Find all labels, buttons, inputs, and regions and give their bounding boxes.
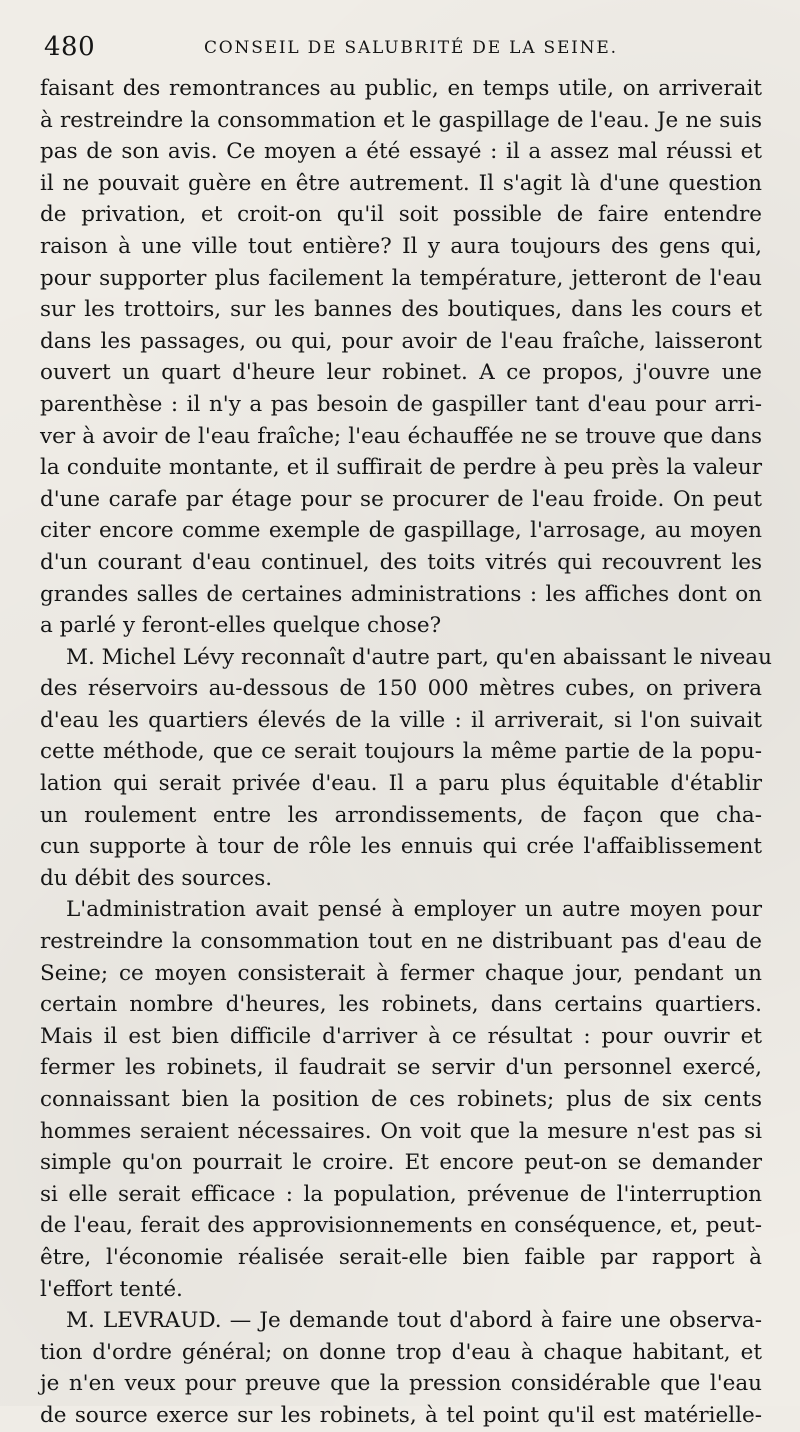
text-line: a parlé y feront-elles quelque chose? bbox=[40, 613, 442, 639]
page-header bbox=[44, 30, 756, 64]
text-line: grandes salles de certaines administrations : les affiches dont on bbox=[40, 581, 762, 607]
text-line: à restreindre la consommation et le gaspillage de l'eau. Je ne suis bbox=[40, 107, 762, 133]
text-line: L'administration avait pensé à employer un autre moyen pour bbox=[66, 897, 762, 923]
text-line: citer encore comme exemple de gaspillage, l'arrosage, au moyen bbox=[40, 518, 762, 544]
text-line: simple qu'on pourrait le croire. Et encore peut-on se demander bbox=[40, 1150, 762, 1176]
text-line: du débit des sources. bbox=[40, 865, 273, 891]
text-line: Seine; ce moyen consisterait à fermer chaque jour, pendant un bbox=[40, 960, 762, 986]
text-line: la conduite montante, et il suffirait de perdre à peu près la valeur bbox=[40, 455, 762, 481]
text-line: ouvert un quart d'heure leur robinet. A ce propos, j'ouvre une bbox=[40, 360, 762, 386]
text-line: hommes seraient nécessaires. On voit que la mesure n'est pas si bbox=[40, 1118, 762, 1144]
text-line: de l'eau, ferait des approvisionnements en conséquence, et, peut- bbox=[40, 1213, 762, 1239]
text-line: tion d'ordre général; on donne trop d'eau à chaque habitant, et bbox=[40, 1339, 762, 1365]
text-line: si elle serait efficace : la population, prévenue de l'interruption bbox=[40, 1181, 762, 1207]
text-line: d'un courant d'eau continuel, des toits vitrés qui recouvrent les bbox=[40, 549, 762, 575]
text-line: Mais il est bien difficile d'arriver à ce résultat : pour ouvrir et bbox=[40, 1023, 762, 1049]
text-line: être, l'économie réalisée serait-elle bien faible par rapport à bbox=[40, 1244, 762, 1270]
text-line: je n'en veux pour preuve que la pression considérable que l'eau bbox=[40, 1371, 762, 1397]
text-line: ver à avoir de l'eau fraîche; l'eau échauffée ne se trouve que dans bbox=[40, 423, 762, 449]
text-line: cun supporte à tour de rôle les ennuis qui crée l'affaiblissement bbox=[40, 834, 762, 860]
text-line: sur les trottoirs, sur les bannes des boutiques, dans les cours et bbox=[40, 297, 762, 323]
running-title: CONSEIL DE SALUBRITÉ DE LA SEINE. bbox=[204, 38, 618, 58]
text-line: de privation, et croit-on qu'il soit possible de faire entendre bbox=[40, 202, 762, 228]
text-line: connaissant bien la position de ces robinets; plus de six cents bbox=[40, 1087, 762, 1112]
text-line: faisant des remontrances au public, en temps utile, on arriverait bbox=[40, 76, 762, 101]
text-line: lation qui serait privée d'eau. Il a paru plus équitable d'établir bbox=[40, 771, 762, 797]
text-line: pour supporter plus facilement la température, jetteront de l'eau bbox=[40, 265, 762, 291]
text-line: un roulement entre les arrondissements, de façon que cha- bbox=[40, 802, 762, 828]
text-line: de source exerce sur les robinets, à tel point qu'il est matérielle- bbox=[40, 1402, 762, 1428]
text-line: des réservoirs au-dessous de 150 000 mètres cubes, on privera bbox=[40, 676, 762, 702]
text-line: restreindre la consommation tout en ne distribuant pas d'eau de bbox=[40, 929, 762, 955]
text-line: M. Michel Lévy reconnaît d'autre part, qu'en abaissant le niveau bbox=[66, 644, 772, 670]
text-line: il ne pouvait guère en être autrement. Il s'agit là d'une question bbox=[40, 170, 762, 196]
text-line: certain nombre d'heures, les robinets, dans certains quartiers. bbox=[40, 992, 762, 1018]
text-line: d'eau les quartiers élevés de la ville : il arriverait, si l'on suivait bbox=[40, 707, 762, 733]
text-line: pas de son avis. Ce moyen a été essayé : il a assez mal réussi et bbox=[40, 139, 762, 165]
text-line: cette méthode, que ce serait toujours la même partie de la popu- bbox=[40, 739, 762, 765]
text-line: fermer les robinets, il faudrait se servir d'un personnel exercé, bbox=[40, 1055, 762, 1081]
page-number: 480 bbox=[44, 32, 96, 62]
text-line: d'une carafe par étage pour se procurer de l'eau froide. On peut bbox=[40, 486, 762, 512]
body-text bbox=[40, 73, 772, 1432]
text-line: M. LEVRAUD. — Je demande tout d'abord à faire une observa- bbox=[66, 1308, 762, 1334]
text-line: dans les passages, ou qui, pour avoir de l'eau fraîche, laisseront bbox=[40, 328, 762, 354]
text-line: parenthèse : il n'y a pas besoin de gaspiller tant d'eau pour arri- bbox=[40, 391, 762, 417]
text-line: l'effort tenté. bbox=[40, 1276, 183, 1302]
text-line: raison à une ville tout entière? Il y aura toujours des gens qui, bbox=[40, 233, 762, 259]
